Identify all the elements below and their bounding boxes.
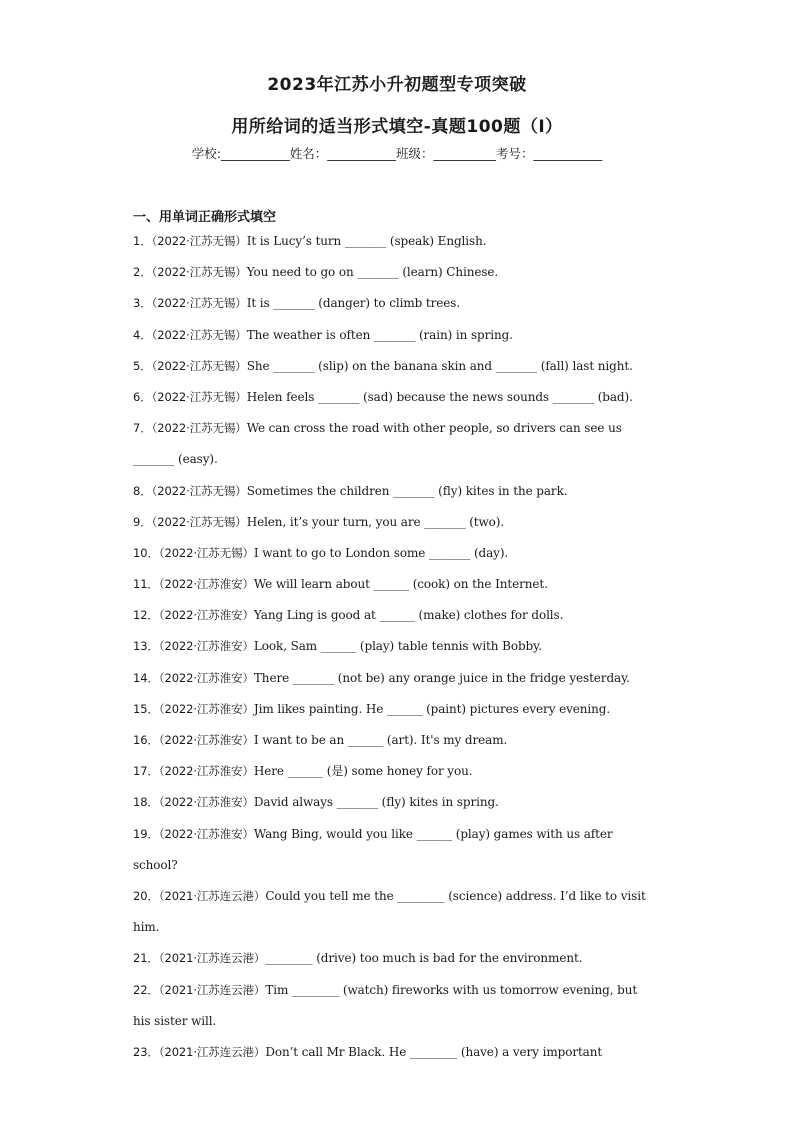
- question-line: [133, 476, 663, 507]
- question-line: [133, 850, 663, 881]
- question-source: 8．（2022·江苏无锡）: [133, 483, 247, 498]
- question-text: We can cross the road with other people, so drivers can see us: [246, 421, 622, 436]
- question-line: [133, 1006, 663, 1037]
- question-text: Jim likes painting. He ______ (paint) pictures every evening.: [253, 701, 611, 716]
- question-line: [133, 382, 663, 413]
- question-text: _______ (easy).: [133, 452, 218, 467]
- question-source: 9．（2022·江苏无锡）: [133, 514, 247, 529]
- question-text: We will learn about ______ (cook) on the Internet.: [253, 577, 548, 592]
- question-text: She _______ (slip) on the banana skin and _______ (fall) last night.: [246, 358, 633, 373]
- section-heading: 一、用单词正确形式填空: [133, 210, 277, 225]
- question-source: 7．（2022·江苏无锡）: [133, 421, 247, 436]
- question-source: 19．（2022·江苏淮安）: [133, 826, 254, 841]
- question-text: Don’t call Mr Black. He ________ (have) a very important: [265, 1044, 603, 1059]
- page-subtitle: 用所给词的适当形式填空-真题100题（Ⅰ）: [231, 117, 563, 137]
- question-line: [133, 351, 663, 382]
- question-source: 22．（2021·江苏连云港）: [133, 982, 266, 997]
- question-line: [133, 257, 663, 288]
- question-list: [133, 226, 663, 1068]
- question-text: Tim ________ (watch) fireworks with us tomorrow evening, but: [265, 982, 638, 997]
- page-title: 2023年江苏小升初题型专项突破: [267, 75, 527, 95]
- question-line: [133, 226, 663, 257]
- question-text: It is Lucy’s turn _______ (speak) English.: [246, 234, 487, 248]
- question-line: [133, 1037, 663, 1068]
- question-text: The weather is often _______ (rain) in spring.: [246, 327, 513, 342]
- question-line: [133, 943, 663, 974]
- question-text: Helen, it’s your turn, you are _______ (two).: [246, 514, 505, 529]
- question-text: his sister will.: [133, 1013, 217, 1028]
- question-text: I want to go to London some _______ (day).: [253, 545, 509, 560]
- question-text: Could you tell me the ________ (science) address. I’d like to visit: [265, 888, 646, 903]
- question-text: Here ______ (是) some honey for you.: [253, 764, 473, 779]
- question-source: 23．（2021·江苏连云港）: [133, 1044, 266, 1059]
- question-line: [133, 320, 663, 351]
- question-line: [133, 631, 663, 662]
- question-line: [133, 975, 663, 1006]
- question-text: It is _______ (danger) to climb trees.: [246, 296, 461, 311]
- question-line: [133, 538, 663, 569]
- question-text: Wang Bing, would you like ______ (play) games with us after: [253, 826, 613, 841]
- question-text: Yang Ling is good at ______ (make) clothes for dolls.: [253, 608, 564, 623]
- question-text: Sometimes the children _______ (fly) kites in the park.: [246, 483, 568, 498]
- question-line: [133, 444, 663, 475]
- question-text: You need to go on _______ (learn) Chinese.: [246, 265, 499, 280]
- question-source: 14．（2022·江苏淮安）: [133, 670, 254, 685]
- question-line: [133, 413, 663, 444]
- question-source: 2．（2022·江苏无锡）: [133, 265, 247, 280]
- question-line: [133, 569, 663, 600]
- question-source: 3．（2022·江苏无锡）: [133, 296, 247, 311]
- question-source: 20．（2021·江苏连云港）: [133, 888, 266, 903]
- question-text: him.: [133, 920, 160, 935]
- question-source: 15．（2022·江苏淮安）: [133, 701, 254, 716]
- question-source: 6．（2022·江苏无锡）: [133, 389, 247, 404]
- question-source: 5．（2022·江苏无锡）: [133, 358, 247, 373]
- question-source: 21．（2021·江苏连云港）: [133, 951, 266, 966]
- question-line: [133, 787, 663, 818]
- question-text: school?: [133, 857, 178, 872]
- question-source: 4．（2022·江苏无锡）: [133, 327, 247, 342]
- question-text: There _______ (not be) any orange juice in the fridge yesterday.: [253, 670, 630, 685]
- question-line: [133, 694, 663, 725]
- question-source: 11．（2022·江苏淮安）: [133, 577, 254, 592]
- question-line: [133, 507, 663, 538]
- question-line: [133, 663, 663, 694]
- question-text: Helen feels _______ (sad) because the news sounds _______ (bad).: [246, 389, 633, 404]
- question-source: 17．（2022·江苏淮安）: [133, 764, 254, 779]
- question-line: [133, 288, 663, 319]
- question-text: I want to be an ______ (art). It's my dream.: [253, 733, 508, 747]
- question-line: [133, 725, 663, 756]
- question-line: [133, 756, 663, 787]
- question-source: 10．（2022·江苏无锡）: [133, 545, 254, 560]
- question-source: 16．（2022·江苏淮安）: [133, 733, 254, 747]
- question-line: [133, 912, 663, 943]
- question-text: Look, Sam ______ (play) table tennis with Bobby.: [253, 639, 542, 654]
- question-line: [133, 600, 663, 631]
- question-source: 13．（2022·江苏淮安）: [133, 639, 254, 654]
- question-line: [133, 881, 663, 912]
- question-line: [133, 819, 663, 850]
- question-source: 1．（2022·江苏无锡）: [133, 234, 247, 248]
- student-info-line: 学校:___________姓名：___________班级：__________考号：___________: [191, 146, 603, 161]
- question-source: 18．（2022·江苏淮安）: [133, 795, 254, 810]
- question-text: ________ (drive) too much is bad for the environment.: [265, 951, 583, 966]
- question-source: 12．（2022·江苏淮安）: [133, 608, 254, 623]
- question-text: David always _______ (fly) kites in spring.: [253, 795, 499, 810]
